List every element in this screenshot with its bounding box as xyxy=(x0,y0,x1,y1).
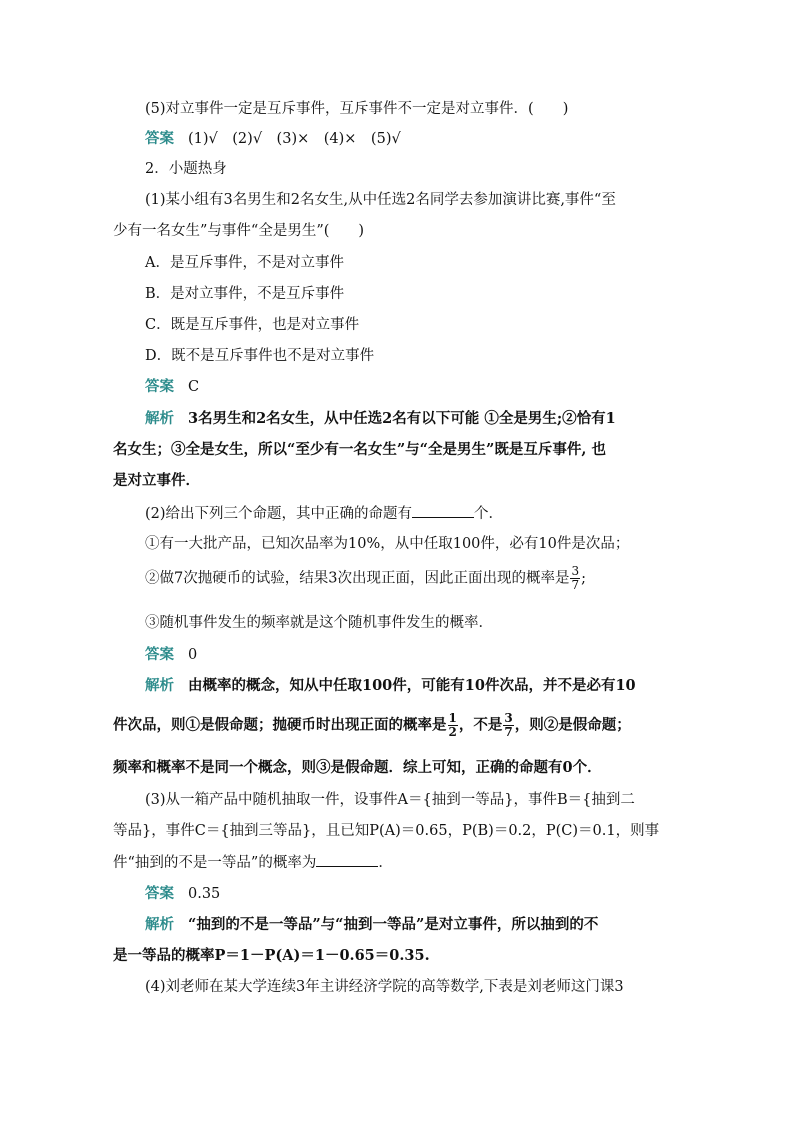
answer-label: 答案 xyxy=(145,131,174,147)
answer-row-3 xyxy=(145,645,715,665)
analysis-2-line-3: 频率和概率不是同一个概念，则③是假命题．综上可知，正确的命题有0个． xyxy=(113,759,602,776)
question-2-statement-2: ②做7次抛硬币的试验，结果3次出现正面，因此正面出现的概率是 $\frac{3}{7}$ ; xyxy=(145,564,586,592)
question-2-statement-1: ①有一大批产品，已知次品率为10%，从中任取100件，必有10件是次品； xyxy=(145,536,630,552)
analysis-3-line-1: 解析 “抽到的不是一等品”与“抽到一等品”是对立事件，所以抽到的不 xyxy=(145,916,599,933)
question-2-line-1: (2)给出下列三个命题，其中正确的命题有 个． xyxy=(145,503,715,524)
question-3-line-3: 件“抽到的不是一等品”的概率为 ． xyxy=(113,852,683,873)
fraction: $\frac{3}{7}$ xyxy=(504,711,513,739)
option-a: A．是互斥事件，不是对立事件 xyxy=(145,255,344,271)
question-1-line-2: 少有一名女生”与事件“全是男生”( ) xyxy=(113,223,365,239)
analysis-2-line-1: 解析 由概率的概念，知从中任取100件，可能有10件次品，并不是必有10 xyxy=(145,677,636,694)
answer-value: C xyxy=(188,379,200,395)
analysis-label: 解析 xyxy=(145,411,174,427)
answer-blank xyxy=(412,503,474,518)
answer-row-1 xyxy=(145,129,715,149)
answer-blank xyxy=(316,852,378,867)
analysis-1-line-1: 解析 3名男生和2名女生，从中任选2名有以下可能 ①全是男生;②恰有1 xyxy=(145,410,616,427)
analysis-label: 解析 xyxy=(145,917,174,933)
question-4-line-1: (4)刘老师在某大学连续3年主讲经济学院的高等数学,下表是刘老师这门课3 xyxy=(145,979,624,995)
answer-label: 答案 xyxy=(145,647,174,663)
answer-value: 0.35 xyxy=(188,886,221,902)
option-d: D．既不是互斥事件也不是对立事件 xyxy=(145,348,375,364)
option-c: C．既是互斥事件，也是对立事件 xyxy=(145,317,360,333)
analysis-3-line-2: 是一等品的概率P＝1－P(A)＝1－0.65＝0.35. xyxy=(113,947,430,964)
fraction: $\frac{1}{2}$ xyxy=(448,711,457,739)
question-3-line-2: 等品}，事件C＝{抽到三等品}，且已知P(A)＝0.65，P(B)＝0.2，P(C)＝0.1，则事 xyxy=(113,823,660,839)
analysis-1-line-2: 名女生；③全是女生，所以“至少有一名女生”与“全是男生”既是互斥事件, 也 xyxy=(113,441,606,458)
option-b: B．是对立事件，不是互斥事件 xyxy=(145,286,345,302)
answer-label: 答案 xyxy=(145,379,174,395)
answer-value: (1)√ (2)√ (3)× (4)× (5)√ xyxy=(188,131,401,147)
answer-row-4 xyxy=(145,884,715,904)
statement-5: (5)对立事件一定是互斥事件，互斥事件不一定是对立事件．( ) xyxy=(145,101,569,117)
analysis-label: 解析 xyxy=(145,678,174,694)
question-3-line-1: (3)从一箱产品中随机抽取一件，设事件A＝{抽到一等品}，事件B＝{抽到二 xyxy=(145,792,635,808)
question-2-statement-3: ③随机事件发生的频率就是这个随机事件发生的概率． xyxy=(145,615,493,631)
answer-row-2 xyxy=(145,377,715,397)
analysis-2-line-2: 件次品，则①是假命题；抛硬币时出现正面的概率是 $\frac{1}{2}$ ，不是 $\frac{3}{7}$ ，则②是假命题； xyxy=(113,711,631,739)
question-1-line-1: (1)某小组有3名男生和2名女生,从中任选2名同学去参加演讲比赛,事件“至 xyxy=(145,192,616,208)
answer-label: 答案 xyxy=(145,886,174,902)
section-heading: 2．小题热身 xyxy=(145,161,227,177)
answer-value: 0 xyxy=(188,647,198,663)
fraction: $\frac{3}{7}$ xyxy=(571,564,580,592)
analysis-1-line-3: 是对立事件． xyxy=(113,472,200,489)
